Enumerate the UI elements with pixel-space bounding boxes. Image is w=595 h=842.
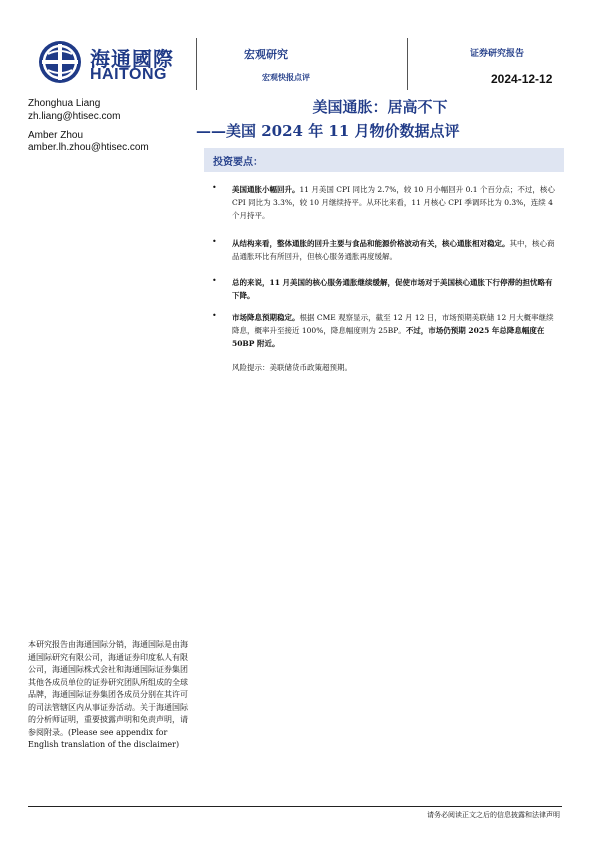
report-series: 宏观快报点评 bbox=[262, 73, 310, 82]
author-email-link[interactable]: zh.liang@htisec.com bbox=[28, 111, 121, 122]
bullet-icon: • bbox=[212, 311, 217, 320]
report-date: 2024-12-12 bbox=[491, 72, 553, 86]
bullet-icon: • bbox=[212, 276, 217, 285]
key-point-text bbox=[232, 237, 558, 263]
author-name: Amber Zhou bbox=[28, 130, 84, 141]
risk-note: 风险提示：美联储货币政策超预期。 bbox=[232, 363, 352, 372]
key-point-lead: 从结构来看，整体通胀的回升主要与食品和能源价格波动有关，核心通胀相对稳定。 bbox=[232, 239, 510, 248]
report-subtitle: ——美国 2024 年 11 月物价数据点评 bbox=[196, 122, 460, 140]
key-point-text bbox=[232, 276, 558, 302]
author-email-link[interactable]: amber.lh.zhou@htisec.com bbox=[28, 142, 149, 153]
key-point-lead: 美国通胀小幅回升。 bbox=[232, 185, 300, 194]
report-type: 宏观研究 bbox=[244, 48, 288, 61]
key-point-body: 其中，核心商品通胀环比有所回升，但核心服务通胀再度缓解。 bbox=[232, 239, 555, 261]
logo-text-en: HAITONG bbox=[90, 66, 167, 83]
bullet-icon: • bbox=[212, 237, 217, 246]
key-point-text bbox=[232, 311, 558, 350]
key-point-lead: 市场降息预期稳定。 bbox=[232, 313, 300, 322]
report-category: 证券研究报告 bbox=[470, 49, 525, 59]
report-title: 美国通胀：居高不下 bbox=[312, 98, 448, 116]
bullet-icon: • bbox=[212, 183, 217, 192]
haitong-logo-icon bbox=[38, 40, 82, 84]
disclaimer-text: 本研究报告由海通国际分销，海通国际是由海通国际研究有限公司，海通证券印度私人有限公司，海通国际株式会社和海通国际证券集团其他各成员单位的证券研究团队所组成的全球品牌，海通国际证券集团各成员分别在其许可的司法管辖区内从事证券活动。关于海通国际的分析师证明，重要披露声明和免责声明，请参阅附录。(Please see appendix for English translation of the disclaimer) bbox=[28, 640, 188, 749]
key-point-body: 11 月美国 CPI 同比为 2.7%，较 10 月小幅回升 0.1 个百分点；不过，核心 CPI 同比为 3.3%，较 10 月继续持平。从环比来看，11 月核心 CPI 季调环比为 0.3%，连续 4 个月持平。 bbox=[232, 185, 555, 220]
key-point-text bbox=[232, 183, 558, 222]
section-title: 投资要点： bbox=[213, 157, 263, 168]
key-point-lead: 总的来说，11 月美国的核心服务通胀继续缓解，促使市场对于美国核心通胀下行停滞的担忧略有下降。 bbox=[232, 278, 553, 300]
header-divider bbox=[196, 38, 197, 90]
footer-divider bbox=[28, 806, 562, 807]
logo-text-cn: 海通國際 bbox=[90, 47, 174, 71]
footer-notice: 请务必阅读正文之后的信息披露和法律声明 bbox=[427, 811, 560, 819]
key-point-tail: 不过，市场仍预期 2025 年总降息幅度在 50BP 附近。 bbox=[232, 326, 545, 348]
author-name: Zhonghua Liang bbox=[28, 98, 101, 109]
key-point-body: 根据 CME 观察显示，截至 12 月 12 日，市场预期美联储 12 月大概率继续降息，概率升至接近 100%，降息幅度则为 25BP。 bbox=[232, 313, 554, 335]
header-divider bbox=[407, 38, 408, 90]
